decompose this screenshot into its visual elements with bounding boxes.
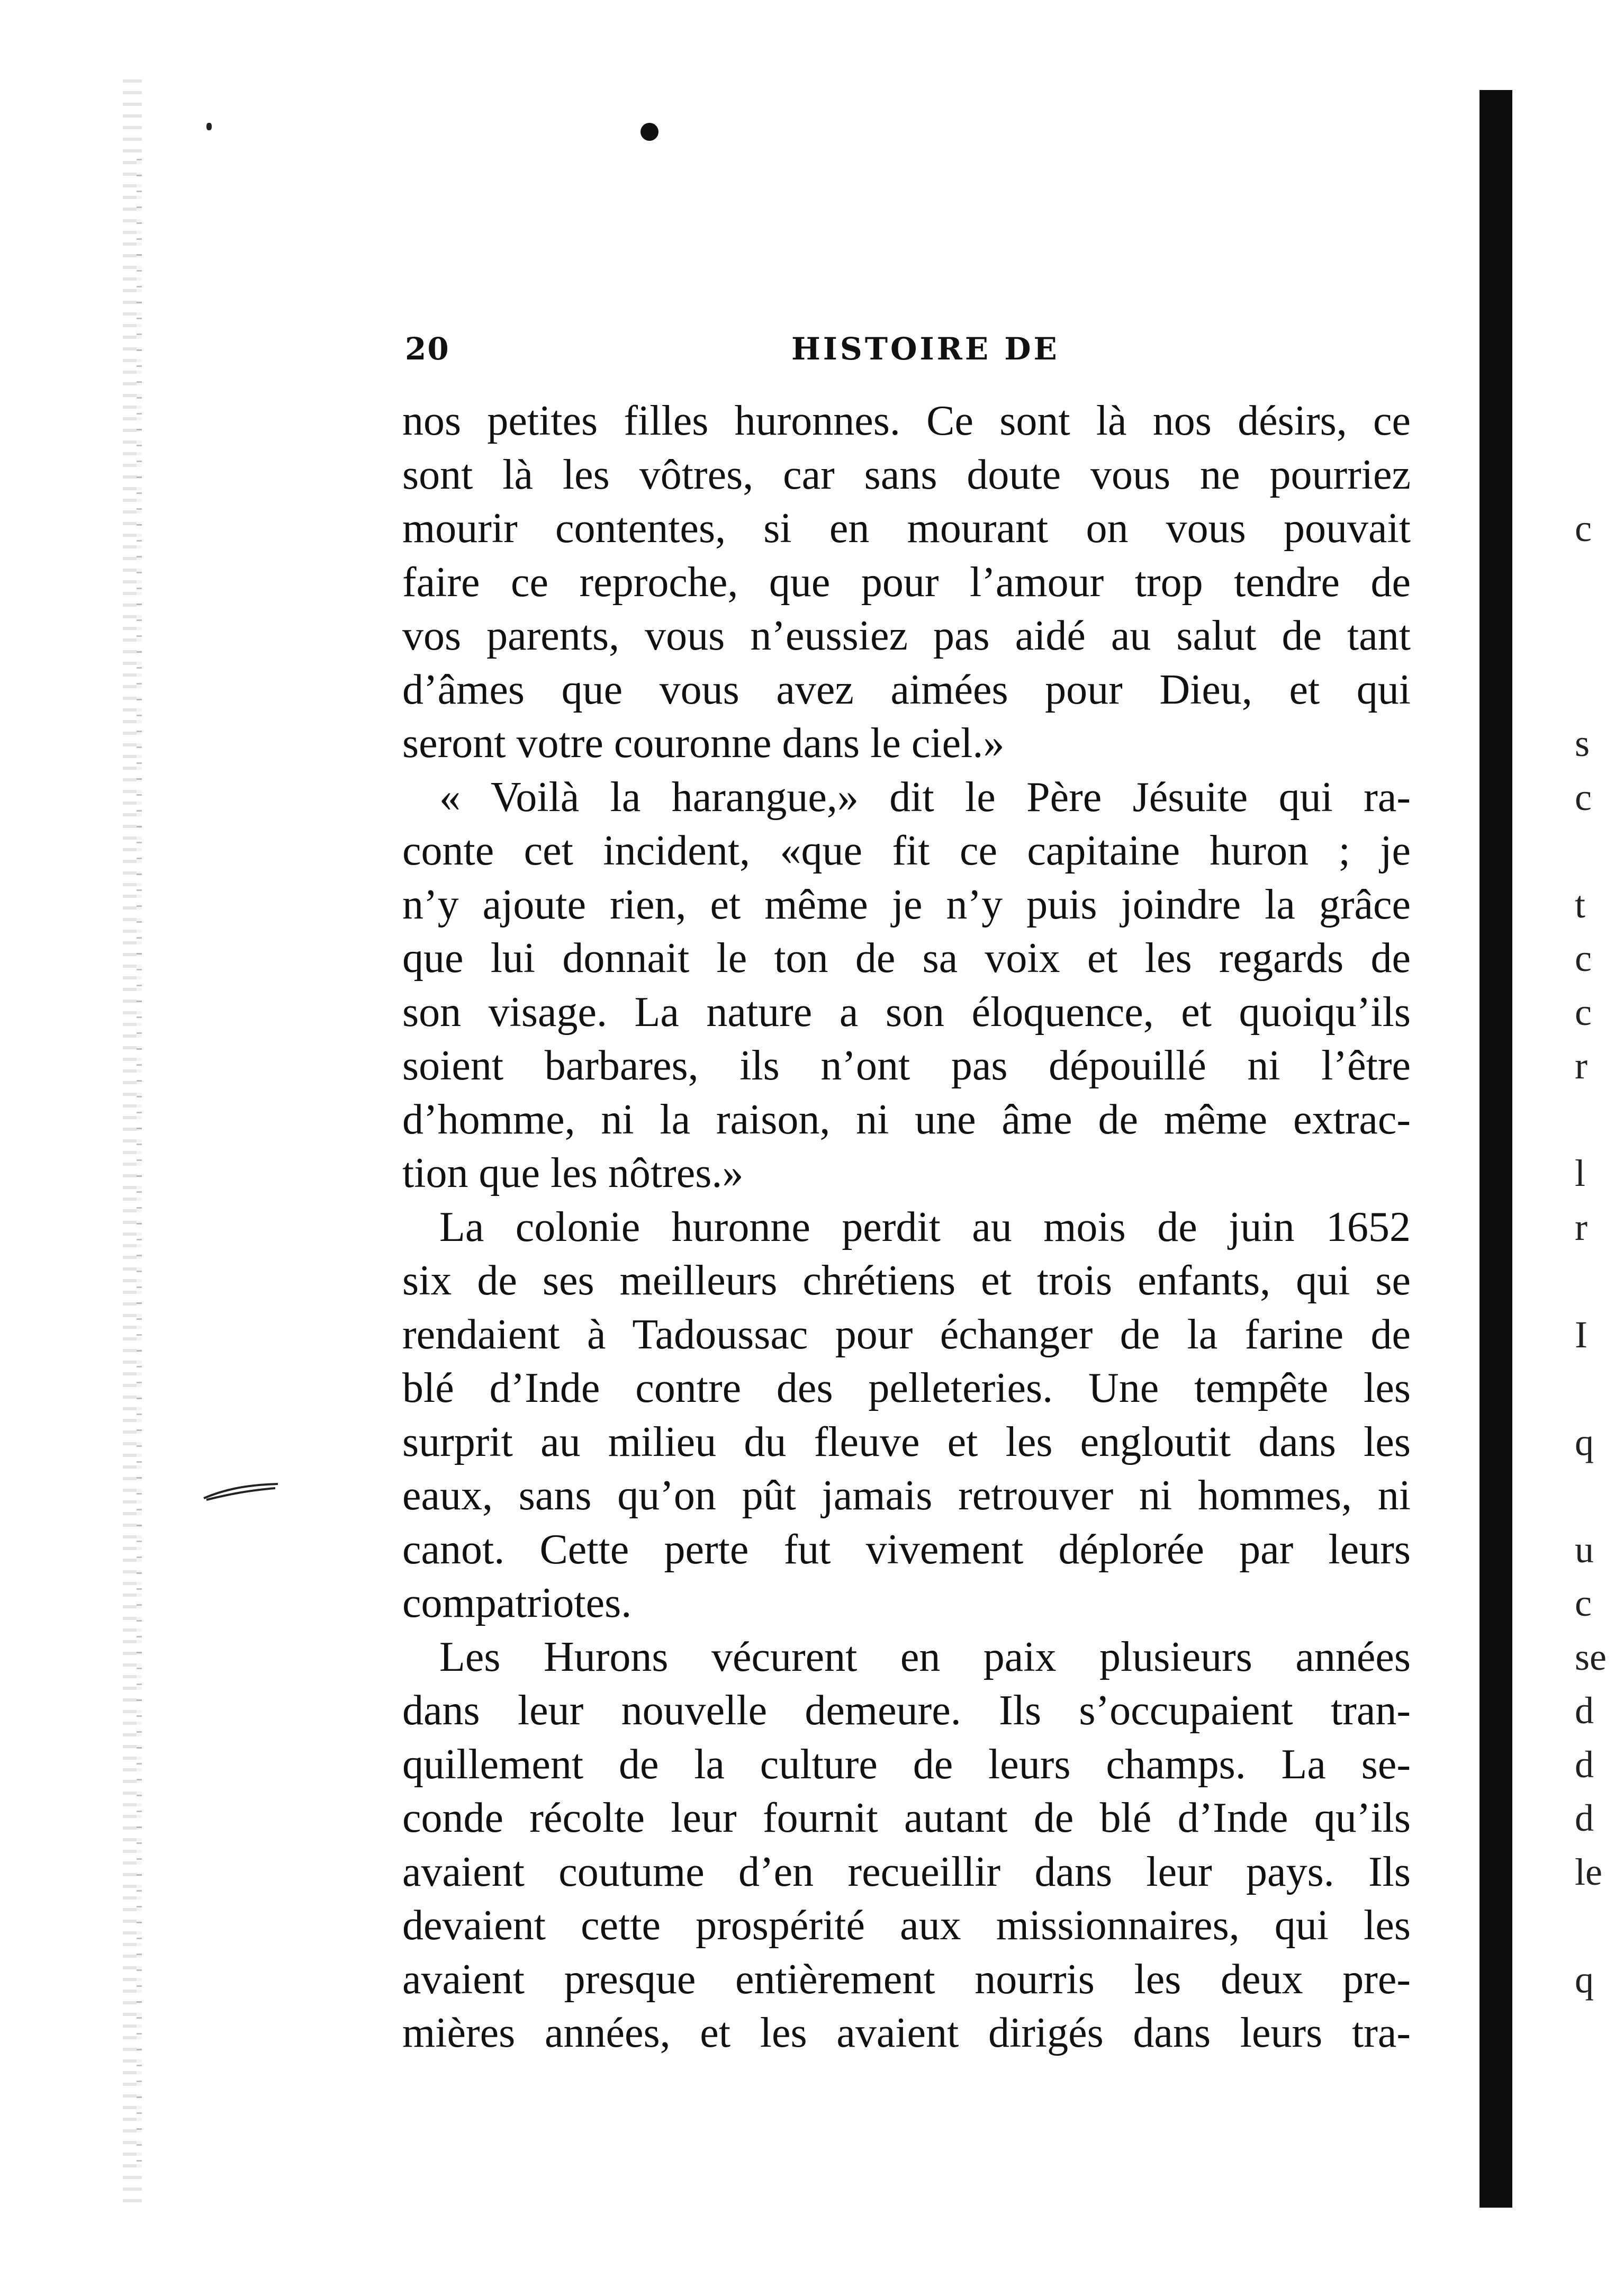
text-line: six de ses meilleurs chrétiens et trois enfants, qui se — [402, 1257, 1411, 1304]
fragment — [1575, 609, 1622, 663]
text-line: soient barbares, ils n’ont pas dépouillé ni l’être — [402, 1042, 1411, 1089]
page-header — [405, 331, 1411, 373]
text-line: blé d’Inde contre des pelleteries. Une tempête les — [402, 1365, 1411, 1411]
text-line: dans leur nouvelle demeure. Ils s’occupaient tran- — [402, 1687, 1411, 1734]
text-line: quillement de la culture de leurs champs. La se- — [402, 1741, 1411, 1788]
body-text — [402, 394, 1411, 2060]
text-line: rendaient à Tadoussac pour échanger de la farine de — [402, 1311, 1411, 1358]
fragment — [1575, 824, 1622, 878]
fragment: c — [1575, 937, 1592, 979]
text-line: compatriotes. — [402, 1580, 632, 1626]
fragment: s — [1575, 722, 1590, 764]
text-line: tion que les nôtres.» — [402, 1150, 744, 1196]
running-head: HISTOIRE DE — [791, 331, 1060, 367]
text-line: canot. Cette perte fut vivement déplorée par leurs — [402, 1526, 1411, 1573]
fragment: d — [1575, 1743, 1594, 1786]
text-line: Les Hurons vécurent en paix plusieurs années — [439, 1633, 1411, 1680]
fragment — [1575, 448, 1622, 502]
fragment — [1575, 394, 1622, 448]
pen-flourish — [201, 1474, 281, 1506]
fragment: c — [1575, 507, 1592, 550]
text-line: d’âmes que vous avez aimées pour Dieu, et qui — [402, 666, 1411, 713]
text-line: son visage. La nature a son éloquence, et quoiqu’ils — [402, 988, 1411, 1036]
text-line: mourir contentes, si en mourant on vous pouvait — [402, 505, 1411, 552]
fragment: t — [1575, 883, 1586, 926]
fragment — [1575, 1254, 1622, 1308]
text-line: faire ce reproche, que pour l’amour trop tendre de — [402, 559, 1411, 606]
text-line: conde récolte leur fournit autant de blé d’Inde qu’ils — [402, 1795, 1411, 1841]
fragment: I — [1575, 1313, 1587, 1356]
text-line: nos petites filles huronnes. Ce sont là nos désirs, ce — [402, 398, 1411, 444]
page-number: 20 — [405, 331, 450, 367]
binding-edge-marks — [137, 159, 142, 2171]
text-line: vos parents, vous n’eussiez pas aidé au salut de tant — [402, 613, 1411, 659]
text-line: n’y ajoute rien, et même je n’y puis joindre la grâce — [402, 881, 1411, 928]
fragment — [1575, 1899, 1622, 1953]
text-line: avaient presque entièrement nourris les deux pre- — [402, 1956, 1411, 2003]
text-line: La colonie huronne perdit au mois de juin 1652 — [439, 1203, 1411, 1250]
fragment — [1575, 1469, 1622, 1523]
text-line: surprit au milieu du fleuve et les engloutit dans les — [402, 1418, 1411, 1465]
fragment: l — [1575, 1152, 1586, 1194]
fragment: r — [1575, 1205, 1587, 1248]
fragment: c — [1575, 991, 1592, 1033]
fragment — [1575, 1093, 1622, 1147]
facing-page-fragments — [1575, 394, 1622, 2006]
text-line: « Voilà la harangue,» dit le Père Jésuite qui ra- — [439, 773, 1411, 821]
text-line: conte cet incident, «que fit ce capitaine huron ; je — [402, 827, 1411, 874]
text-line: mières années, et les avaient dirigés dans leurs tra- — [402, 2010, 1411, 2056]
text-line: eaux, sans qu’on pût jamais retrouver ni hommes, ni — [402, 1472, 1411, 1519]
fragment: le — [1575, 1850, 1602, 1893]
text-line: devaient cette prospérité aux missionnaires, qui les — [402, 1902, 1411, 1949]
fragment: r — [1575, 1045, 1587, 1087]
text-line: avaient coutume d’en recueillir dans leur pays. Ils — [402, 1848, 1411, 1895]
fragment: d — [1575, 1797, 1594, 1839]
fragment: c — [1575, 776, 1592, 818]
text-line: d’homme, ni la raison, ni une âme de même extrac- — [402, 1096, 1411, 1143]
fragment: q — [1575, 1958, 1594, 2001]
fragment — [1575, 556, 1622, 610]
fragment — [1575, 663, 1622, 717]
fragment — [1575, 1362, 1622, 1416]
fragment: c — [1575, 1582, 1592, 1624]
fragment: se — [1575, 1635, 1607, 1678]
fragment: d — [1575, 1689, 1594, 1732]
fragment: q — [1575, 1420, 1594, 1463]
fragment: u — [1575, 1528, 1594, 1571]
text-line: que lui donnait le ton de sa voix et les regards de — [402, 935, 1411, 982]
text-line: sont là les vôtres, car sans doute vous ne pourriez — [402, 451, 1411, 498]
gutter-shadow-bar — [1479, 90, 1512, 2208]
text-line: seront votre couronne dans le ciel.» — [402, 720, 1005, 767]
scan-speck — [206, 123, 212, 130]
ink-dot — [640, 123, 658, 141]
